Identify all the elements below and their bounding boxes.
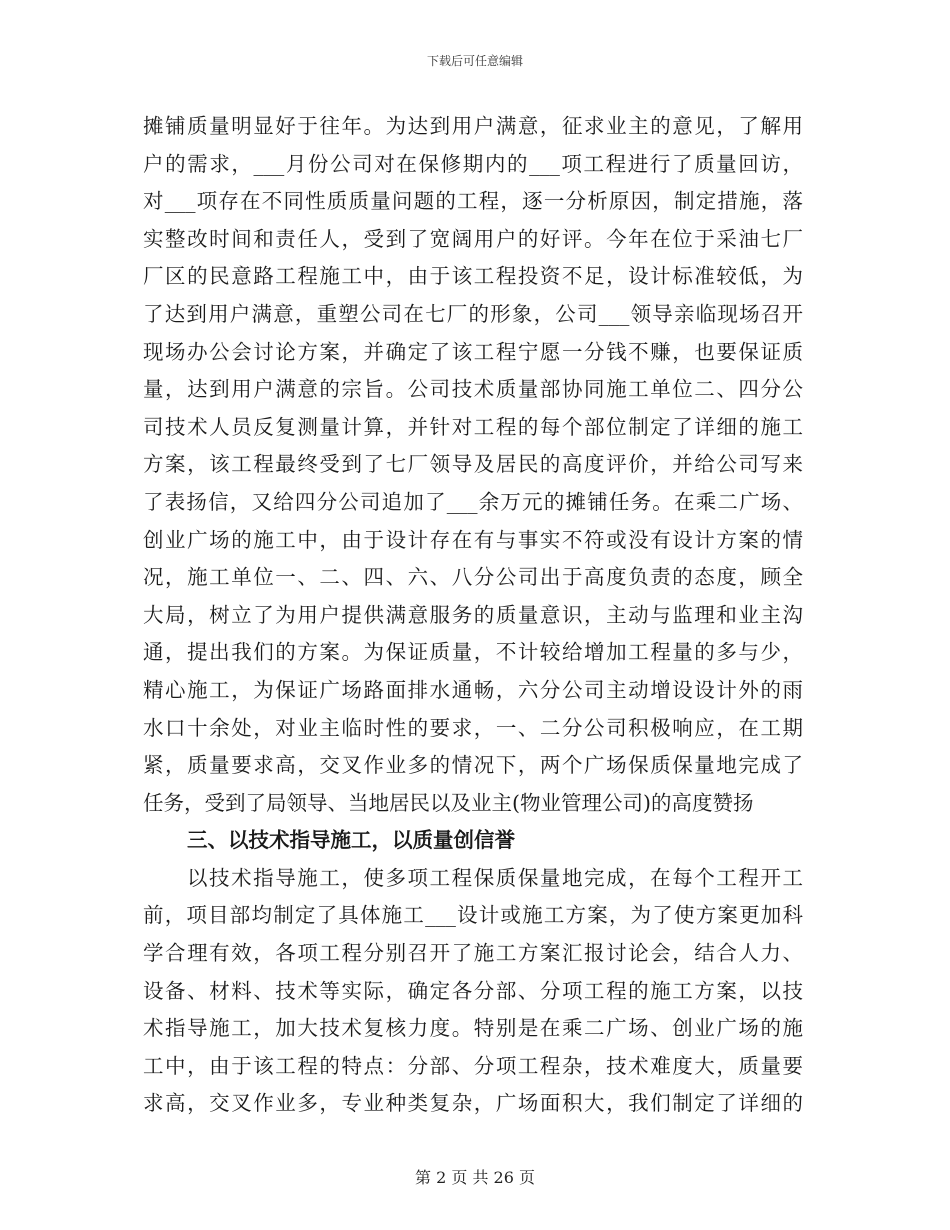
body-line: 大局，树立了为用户提供满意服务的质量意识，主动与监理和业主沟 — [143, 602, 803, 627]
body-line: 户的需求，___月份公司对在保修期内的___项工程进行了质量回访， — [143, 151, 803, 176]
body-line: 以技术指导施工，使多项工程保质保量地完成，在每个工程开工 — [187, 865, 803, 890]
body-line: 对___项存在不同性质质量问题的工程，逐一分析原因，制定措施，落 — [143, 189, 803, 214]
body-line: 创业广场的施工中，由于设计存在有与事实不符或没有设计方案的情 — [143, 527, 803, 552]
body-line: 术指导施工，加大技术复核力度。特别是在乘二广场、创业广场的施 — [143, 1016, 803, 1041]
section-heading: 三、以技术指导施工，以质量创信誉 — [187, 828, 515, 853]
body-line: 实整改时间和责任人，受到了宽阔用户的好评。今年在位于采油七厂 — [143, 226, 803, 251]
body-line: 紧，质量要求高，交叉作业多的情况下，两个广场保质保量地完成了 — [143, 753, 803, 778]
page-header: 下载后可任意编辑 — [426, 54, 523, 68]
body-line: 现场办公会讨论方案，并确定了该工程宁愿一分钱不赚，也要保证质 — [143, 339, 803, 364]
body-line: 了达到用户满意，重塑公司在七厂的形象，公司___领导亲临现场召开 — [143, 301, 803, 326]
body-line: 前，项目部均制定了具体施工___设计或施工方案，为了使方案更加科 — [143, 903, 803, 928]
body-line: 量，达到用户满意的宗旨。公司技术质量部协同施工单位二、四分公 — [143, 377, 803, 402]
body-line: 学合理有效，各项工程分别召开了施工方案汇报讨论会，结合人力、 — [143, 941, 803, 966]
body-line: 求高，交叉作业多，专业种类复杂，广场面积大，我们制定了详细的 — [143, 1091, 803, 1116]
page-footer: 第 2 页 共 26 页 — [415, 1168, 535, 1187]
body-line: 通，提出我们的方案。为保证质量，不计较给增加工程量的多与少， — [143, 640, 803, 665]
body-line: 工中，由于该工程的特点：分部、分项工程杂，技术难度大，质量要 — [143, 1053, 803, 1078]
body-line: 水口十余处，对业主临时性的要求，一、二分公司积极响应，在工期 — [143, 715, 803, 740]
body-line: 设备、材料、技术等实际，确定各分部、分项工程的施工方案，以技 — [143, 978, 803, 1003]
body-line: 况，施工单位一、二、四、六、八分公司出于高度负责的态度，顾全 — [143, 565, 803, 590]
body-line: 厂区的民意路工程施工中，由于该工程投资不足，设计标准较低，为 — [143, 264, 803, 289]
body-line: 了表扬信，又给四分公司追加了___余万元的摊铺任务。在乘二广场、 — [143, 489, 803, 514]
body-line: 司技术人员反复测量计算，并针对工程的每个部位制定了详细的施工 — [143, 414, 803, 439]
body-line: 精心施工，为保证广场路面排水通畅，六分公司主动增设设计外的雨 — [143, 677, 803, 702]
body-line: 摊铺质量明显好于往年。为达到用户满意，征求业主的意见，了解用 — [143, 114, 803, 138]
body-line: 方案，该工程最终受到了七厂领导及居民的高度评价，并给公司写来 — [143, 452, 803, 477]
document-body — [143, 108, 803, 1123]
body-line: 任务，受到了局领导、当地居民以及业主(物业管理公司)的高度赞扬 — [143, 790, 754, 815]
